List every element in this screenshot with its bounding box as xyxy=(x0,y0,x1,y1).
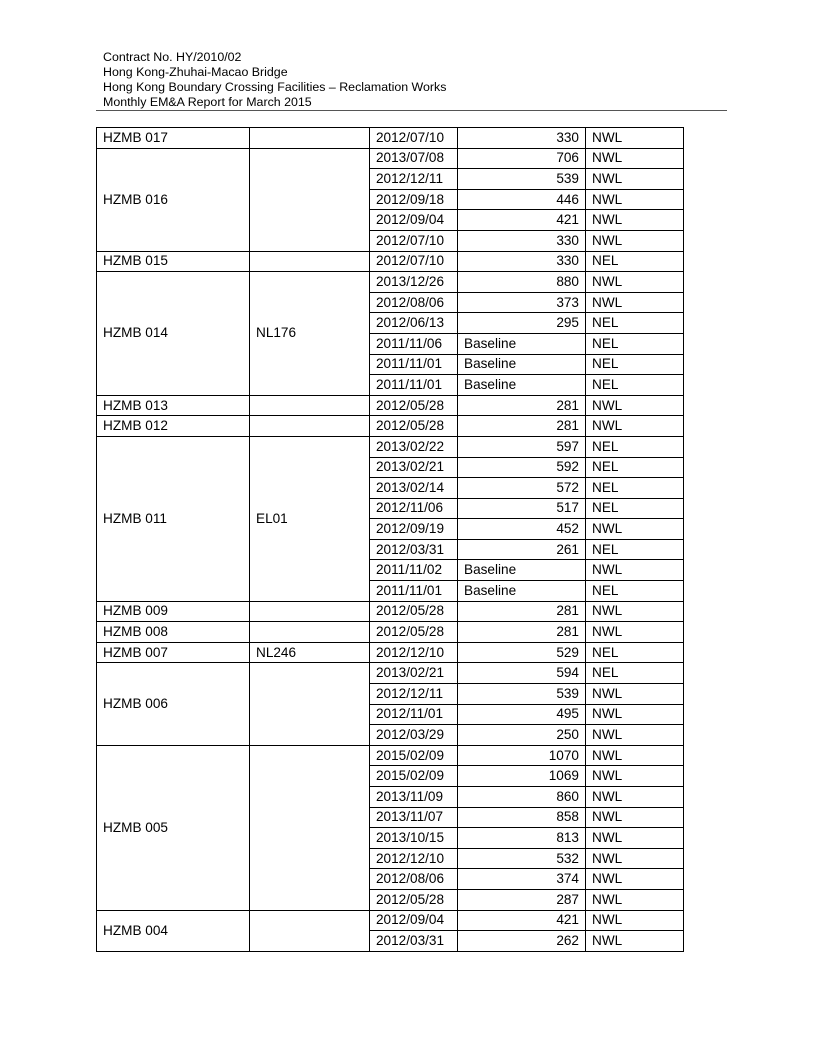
date-cell: 2012/12/11 xyxy=(370,169,458,190)
value-cell: 281 xyxy=(458,416,586,437)
category-cell: NWL xyxy=(586,807,684,828)
category-cell: NWL xyxy=(586,560,684,581)
date-cell: 2015/02/09 xyxy=(370,745,458,766)
date-cell: 2012/05/28 xyxy=(370,889,458,910)
table-row xyxy=(97,745,684,766)
category-cell: NEL xyxy=(586,313,684,334)
date-cell: 2012/08/06 xyxy=(370,292,458,313)
value-cell: 539 xyxy=(458,169,586,190)
date-cell: 2013/12/26 xyxy=(370,272,458,293)
value-cell: 592 xyxy=(458,457,586,478)
category-cell: NWL xyxy=(586,828,684,849)
station-id-cell: HZMB 012 xyxy=(97,416,250,437)
value-cell: Baseline xyxy=(458,375,586,396)
station-id-cell: HZMB 011 xyxy=(97,436,250,601)
value-cell: Baseline xyxy=(458,560,586,581)
reference-cell xyxy=(250,745,370,910)
value-cell: 374 xyxy=(458,869,586,890)
table-row xyxy=(97,622,684,643)
category-cell: NWL xyxy=(586,189,684,210)
date-cell: 2012/07/10 xyxy=(370,251,458,272)
date-cell: 2012/12/11 xyxy=(370,684,458,705)
date-cell: 2013/11/07 xyxy=(370,807,458,828)
date-cell: 2012/03/29 xyxy=(370,725,458,746)
date-cell: 2013/02/14 xyxy=(370,478,458,499)
date-cell: 2012/12/10 xyxy=(370,848,458,869)
category-cell: NWL xyxy=(586,622,684,643)
reference-cell xyxy=(250,663,370,745)
date-cell: 2013/07/08 xyxy=(370,148,458,169)
date-cell: 2012/11/06 xyxy=(370,498,458,519)
date-cell: 2011/11/01 xyxy=(370,375,458,396)
value-cell: 529 xyxy=(458,642,586,663)
reference-cell xyxy=(250,910,370,951)
category-cell: NWL xyxy=(586,210,684,231)
table-row xyxy=(97,663,684,684)
table-row xyxy=(97,251,684,272)
category-cell: NEL xyxy=(586,581,684,602)
date-cell: 2012/03/31 xyxy=(370,931,458,952)
value-cell: 532 xyxy=(458,848,586,869)
category-cell: NEL xyxy=(586,375,684,396)
value-cell: 594 xyxy=(458,663,586,684)
date-cell: 2013/02/21 xyxy=(370,457,458,478)
station-id-cell: HZMB 009 xyxy=(97,601,250,622)
report-title: Monthly EM&A Report for March 2015 xyxy=(103,95,312,109)
reference-cell xyxy=(250,601,370,622)
category-cell: NWL xyxy=(586,519,684,540)
value-cell: 452 xyxy=(458,519,586,540)
date-cell: 2012/12/10 xyxy=(370,642,458,663)
table-row xyxy=(97,416,684,437)
table-row xyxy=(97,642,684,663)
date-cell: 2012/05/28 xyxy=(370,416,458,437)
category-cell: NWL xyxy=(586,272,684,293)
date-cell: 2012/03/31 xyxy=(370,539,458,560)
category-cell: NWL xyxy=(586,889,684,910)
station-id-cell: HZMB 017 xyxy=(97,128,250,149)
date-cell: 2012/05/28 xyxy=(370,601,458,622)
header-divider xyxy=(96,110,727,111)
category-cell: NEL xyxy=(586,251,684,272)
table-row xyxy=(97,148,684,169)
value-cell: 1070 xyxy=(458,745,586,766)
category-cell: NWL xyxy=(586,704,684,725)
value-cell: Baseline xyxy=(458,581,586,602)
value-cell: 262 xyxy=(458,931,586,952)
category-cell: NEL xyxy=(586,642,684,663)
date-cell: 2013/02/22 xyxy=(370,436,458,457)
value-cell: 421 xyxy=(458,910,586,931)
value-cell: 373 xyxy=(458,292,586,313)
date-cell: 2015/02/09 xyxy=(370,766,458,787)
date-cell: 2012/06/13 xyxy=(370,313,458,334)
category-cell: NWL xyxy=(586,684,684,705)
date-cell: 2012/11/01 xyxy=(370,704,458,725)
date-cell: 2012/07/10 xyxy=(370,128,458,149)
value-cell: 261 xyxy=(458,539,586,560)
value-cell: Baseline xyxy=(458,333,586,354)
date-cell: 2012/05/28 xyxy=(370,622,458,643)
value-cell: 330 xyxy=(458,128,586,149)
date-cell: 2013/11/09 xyxy=(370,787,458,808)
reference-cell: NL176 xyxy=(250,272,370,396)
value-cell: 330 xyxy=(458,230,586,251)
value-cell: 880 xyxy=(458,272,586,293)
table-row xyxy=(97,272,684,293)
category-cell: NWL xyxy=(586,292,684,313)
table-row xyxy=(97,910,684,931)
date-cell: 2012/07/10 xyxy=(370,230,458,251)
category-cell: NWL xyxy=(586,601,684,622)
value-cell: 330 xyxy=(458,251,586,272)
value-cell: 295 xyxy=(458,313,586,334)
category-cell: NEL xyxy=(586,498,684,519)
station-id-cell: HZMB 006 xyxy=(97,663,250,745)
value-cell: 572 xyxy=(458,478,586,499)
category-cell: NWL xyxy=(586,416,684,437)
category-cell: NEL xyxy=(586,457,684,478)
category-cell: NWL xyxy=(586,931,684,952)
category-cell: NWL xyxy=(586,725,684,746)
value-cell: 860 xyxy=(458,787,586,808)
category-cell: NEL xyxy=(586,333,684,354)
category-cell: NWL xyxy=(586,766,684,787)
value-cell: Baseline xyxy=(458,354,586,375)
category-cell: NWL xyxy=(586,869,684,890)
table-row xyxy=(97,395,684,416)
value-cell: 446 xyxy=(458,189,586,210)
station-id-cell: HZMB 005 xyxy=(97,745,250,910)
station-id-cell: HZMB 008 xyxy=(97,622,250,643)
category-cell: NWL xyxy=(586,395,684,416)
date-cell: 2012/09/04 xyxy=(370,910,458,931)
date-cell: 2011/11/01 xyxy=(370,581,458,602)
station-id-cell: HZMB 014 xyxy=(97,272,250,396)
value-cell: 706 xyxy=(458,148,586,169)
value-cell: 813 xyxy=(458,828,586,849)
value-cell: 517 xyxy=(458,498,586,519)
value-cell: 1069 xyxy=(458,766,586,787)
category-cell: NWL xyxy=(586,169,684,190)
value-cell: 287 xyxy=(458,889,586,910)
records-table-body xyxy=(97,128,684,952)
reference-cell xyxy=(250,622,370,643)
value-cell: 250 xyxy=(458,725,586,746)
reference-cell xyxy=(250,148,370,251)
reference-cell: NL246 xyxy=(250,642,370,663)
date-cell: 2011/11/06 xyxy=(370,333,458,354)
station-id-cell: HZMB 013 xyxy=(97,395,250,416)
reference-cell xyxy=(250,128,370,149)
table-row xyxy=(97,601,684,622)
category-cell: NWL xyxy=(586,230,684,251)
project-subtitle: Hong Kong Boundary Crossing Facilities – Reclamation Works xyxy=(103,80,447,94)
value-cell: 539 xyxy=(458,684,586,705)
date-cell: 2012/08/06 xyxy=(370,869,458,890)
station-id-cell: HZMB 016 xyxy=(97,148,250,251)
category-cell: NWL xyxy=(586,787,684,808)
reference-cell xyxy=(250,416,370,437)
reference-cell: EL01 xyxy=(250,436,370,601)
contract-number: Contract No. HY/2010/02 xyxy=(103,50,242,64)
category-cell: NEL xyxy=(586,478,684,499)
date-cell: 2012/09/18 xyxy=(370,189,458,210)
table-row xyxy=(97,436,684,457)
value-cell: 597 xyxy=(458,436,586,457)
station-id-cell: HZMB 015 xyxy=(97,251,250,272)
value-cell: 281 xyxy=(458,601,586,622)
table-row xyxy=(97,128,684,149)
reference-cell xyxy=(250,251,370,272)
category-cell: NWL xyxy=(586,910,684,931)
date-cell: 2013/02/21 xyxy=(370,663,458,684)
station-id-cell: HZMB 004 xyxy=(97,910,250,951)
category-cell: NWL xyxy=(586,848,684,869)
value-cell: 495 xyxy=(458,704,586,725)
category-cell: NWL xyxy=(586,128,684,149)
records-table xyxy=(96,127,684,952)
date-cell: 2011/11/02 xyxy=(370,560,458,581)
project-name: Hong Kong-Zhuhai-Macao Bridge xyxy=(103,65,288,79)
category-cell: NWL xyxy=(586,745,684,766)
date-cell: 2012/05/28 xyxy=(370,395,458,416)
date-cell: 2012/09/04 xyxy=(370,210,458,231)
value-cell: 281 xyxy=(458,395,586,416)
document-header xyxy=(103,50,446,110)
value-cell: 858 xyxy=(458,807,586,828)
category-cell: NWL xyxy=(586,148,684,169)
category-cell: NEL xyxy=(586,539,684,560)
value-cell: 421 xyxy=(458,210,586,231)
date-cell: 2011/11/01 xyxy=(370,354,458,375)
station-id-cell: HZMB 007 xyxy=(97,642,250,663)
value-cell: 281 xyxy=(458,622,586,643)
category-cell: NEL xyxy=(586,354,684,375)
category-cell: NEL xyxy=(586,436,684,457)
date-cell: 2013/10/15 xyxy=(370,828,458,849)
date-cell: 2012/09/19 xyxy=(370,519,458,540)
category-cell: NEL xyxy=(586,663,684,684)
reference-cell xyxy=(250,395,370,416)
